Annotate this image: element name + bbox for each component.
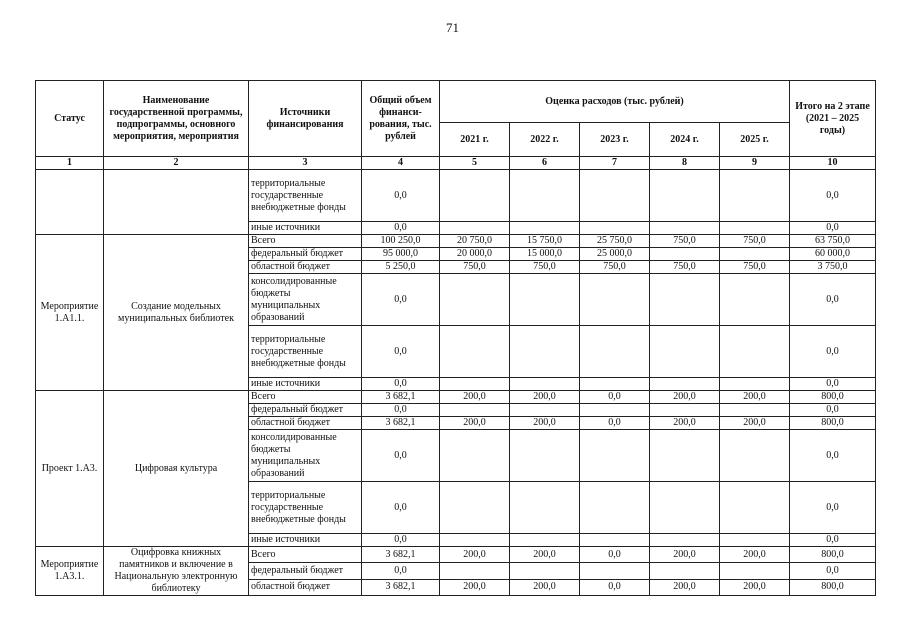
year-2023-cell bbox=[580, 404, 650, 417]
year-2024-cell bbox=[650, 534, 720, 547]
status-cell: Мероприятие 1.А1.1. bbox=[36, 235, 104, 391]
year-2022-cell bbox=[510, 326, 580, 378]
year-2025-cell bbox=[720, 170, 790, 222]
stage-total-cell: 0,0 bbox=[790, 430, 876, 482]
status-cell: Мероприятие 1.А3.1. bbox=[36, 547, 104, 596]
year-2022-cell bbox=[510, 563, 580, 579]
column-index: 2 bbox=[104, 157, 249, 170]
year-2023-cell bbox=[580, 430, 650, 482]
column-index: 3 bbox=[249, 157, 362, 170]
name-cell: Оцифровка книжных памятников и включение в Национальную электронную библиотеку bbox=[104, 547, 249, 596]
year-2023-cell bbox=[580, 482, 650, 534]
year-2023-cell bbox=[580, 222, 650, 235]
stage-total-cell: 0,0 bbox=[790, 563, 876, 579]
year-2022-cell: 750,0 bbox=[510, 261, 580, 274]
year-2022-cell bbox=[510, 534, 580, 547]
year-2021-cell bbox=[440, 404, 510, 417]
year-2022-cell bbox=[510, 404, 580, 417]
year-2025-cell: 200,0 bbox=[720, 417, 790, 430]
total-cell: 5 250,0 bbox=[362, 261, 440, 274]
total-cell: 0,0 bbox=[362, 534, 440, 547]
header-stage-total: Итого на 2 этапе (2021 – 2025 годы) bbox=[790, 81, 876, 157]
stage-total-cell: 0,0 bbox=[790, 482, 876, 534]
stage-total-cell: 63 750,0 bbox=[790, 235, 876, 248]
year-2024-cell bbox=[650, 326, 720, 378]
source-cell: федеральный бюджет bbox=[249, 563, 362, 579]
total-cell: 3 682,1 bbox=[362, 547, 440, 563]
total-cell: 100 250,0 bbox=[362, 235, 440, 248]
source-cell: территориальные государственные внебюджетные фонды bbox=[249, 170, 362, 222]
total-cell: 3 682,1 bbox=[362, 417, 440, 430]
column-index: 5 bbox=[440, 157, 510, 170]
year-2025-cell: 200,0 bbox=[720, 391, 790, 404]
stage-total-cell: 800,0 bbox=[790, 417, 876, 430]
year-2025-cell bbox=[720, 482, 790, 534]
year-2022-cell: 15 000,0 bbox=[510, 248, 580, 261]
header-year: 2023 г. bbox=[580, 123, 650, 157]
stage-total-cell: 800,0 bbox=[790, 391, 876, 404]
year-2023-cell: 0,0 bbox=[580, 417, 650, 430]
year-2023-cell bbox=[580, 170, 650, 222]
year-2024-cell bbox=[650, 222, 720, 235]
year-2025-cell: 200,0 bbox=[720, 547, 790, 563]
year-2024-cell: 750,0 bbox=[650, 261, 720, 274]
header-total: Общий объем финанси-рования, тыс. рублей bbox=[362, 81, 440, 157]
table-row bbox=[36, 547, 876, 563]
year-2021-cell bbox=[440, 482, 510, 534]
stage-total-cell: 0,0 bbox=[790, 326, 876, 378]
year-2024-cell bbox=[650, 170, 720, 222]
source-cell: территориальные государственные внебюджетные фонды bbox=[249, 326, 362, 378]
total-cell: 0,0 bbox=[362, 326, 440, 378]
total-cell: 0,0 bbox=[362, 378, 440, 391]
table-row bbox=[36, 170, 876, 222]
year-2022-cell: 15 750,0 bbox=[510, 235, 580, 248]
source-cell: областной бюджет bbox=[249, 417, 362, 430]
year-2024-cell bbox=[650, 563, 720, 579]
year-2024-cell: 200,0 bbox=[650, 391, 720, 404]
year-2021-cell bbox=[440, 222, 510, 235]
year-2021-cell: 200,0 bbox=[440, 391, 510, 404]
column-index: 6 bbox=[510, 157, 580, 170]
total-cell: 0,0 bbox=[362, 430, 440, 482]
column-index: 7 bbox=[580, 157, 650, 170]
source-cell: областной бюджет bbox=[249, 579, 362, 595]
year-2023-cell: 25 750,0 bbox=[580, 235, 650, 248]
year-2024-cell bbox=[650, 274, 720, 326]
total-cell: 0,0 bbox=[362, 404, 440, 417]
status-cell: Проект 1.А3. bbox=[36, 391, 104, 547]
stage-total-cell: 3 750,0 bbox=[790, 261, 876, 274]
year-2024-cell bbox=[650, 482, 720, 534]
column-index: 10 bbox=[790, 157, 876, 170]
stage-total-cell: 0,0 bbox=[790, 222, 876, 235]
year-2022-cell bbox=[510, 170, 580, 222]
total-cell: 0,0 bbox=[362, 274, 440, 326]
year-2021-cell: 750,0 bbox=[440, 261, 510, 274]
source-cell: иные источники bbox=[249, 378, 362, 391]
year-2023-cell: 750,0 bbox=[580, 261, 650, 274]
year-2022-cell bbox=[510, 378, 580, 391]
year-2024-cell: 200,0 bbox=[650, 417, 720, 430]
header-sources: Источники финансирования bbox=[249, 81, 362, 157]
year-2021-cell bbox=[440, 378, 510, 391]
year-2022-cell bbox=[510, 430, 580, 482]
header-year: 2021 г. bbox=[440, 123, 510, 157]
column-index: 1 bbox=[36, 157, 104, 170]
page-number: 71 bbox=[446, 20, 459, 35]
source-cell: областной бюджет bbox=[249, 261, 362, 274]
year-2023-cell bbox=[580, 563, 650, 579]
year-2024-cell bbox=[650, 430, 720, 482]
year-2023-cell: 25 000,0 bbox=[580, 248, 650, 261]
header-year: 2022 г. bbox=[510, 123, 580, 157]
year-2021-cell bbox=[440, 430, 510, 482]
source-cell: иные источники bbox=[249, 222, 362, 235]
stage-total-cell: 0,0 bbox=[790, 404, 876, 417]
year-2025-cell bbox=[720, 326, 790, 378]
name-cell bbox=[104, 170, 249, 235]
year-2021-cell bbox=[440, 326, 510, 378]
year-2025-cell bbox=[720, 248, 790, 261]
source-cell: консолидированные бюджеты муниципальных образований bbox=[249, 430, 362, 482]
year-2022-cell: 200,0 bbox=[510, 579, 580, 595]
source-cell: иные источники bbox=[249, 534, 362, 547]
year-2025-cell bbox=[720, 430, 790, 482]
year-2021-cell bbox=[440, 563, 510, 579]
header-name: Наименование государственной программы, подпрограммы, основного мероприятия, мероприятия bbox=[104, 81, 249, 157]
column-index: 8 bbox=[650, 157, 720, 170]
stage-total-cell: 0,0 bbox=[790, 534, 876, 547]
total-cell: 3 682,1 bbox=[362, 391, 440, 404]
header-year: 2025 г. bbox=[720, 123, 790, 157]
table-row bbox=[36, 235, 876, 248]
year-2025-cell bbox=[720, 404, 790, 417]
financing-table bbox=[35, 80, 876, 596]
status-cell bbox=[36, 170, 104, 235]
stage-total-cell: 800,0 bbox=[790, 547, 876, 563]
source-cell: Всего bbox=[249, 547, 362, 563]
stage-total-cell: 0,0 bbox=[790, 274, 876, 326]
year-2025-cell: 750,0 bbox=[720, 261, 790, 274]
source-cell: Всего bbox=[249, 235, 362, 248]
year-2023-cell: 0,0 bbox=[580, 391, 650, 404]
total-cell: 3 682,1 bbox=[362, 579, 440, 595]
total-cell: 95 000,0 bbox=[362, 248, 440, 261]
year-2024-cell: 750,0 bbox=[650, 235, 720, 248]
source-cell: Всего bbox=[249, 391, 362, 404]
year-2025-cell: 200,0 bbox=[720, 579, 790, 595]
year-2021-cell: 200,0 bbox=[440, 417, 510, 430]
year-2023-cell bbox=[580, 378, 650, 391]
year-2021-cell bbox=[440, 274, 510, 326]
column-index: 9 bbox=[720, 157, 790, 170]
total-cell: 0,0 bbox=[362, 170, 440, 222]
year-2024-cell: 200,0 bbox=[650, 547, 720, 563]
source-cell: федеральный бюджет bbox=[249, 248, 362, 261]
source-cell: консолидированные бюджеты муниципальных образований bbox=[249, 274, 362, 326]
year-2025-cell bbox=[720, 222, 790, 235]
year-2021-cell: 20 750,0 bbox=[440, 235, 510, 248]
source-cell: федеральный бюджет bbox=[249, 404, 362, 417]
year-2022-cell bbox=[510, 482, 580, 534]
year-2025-cell: 750,0 bbox=[720, 235, 790, 248]
year-2023-cell bbox=[580, 326, 650, 378]
table-body bbox=[36, 170, 876, 596]
header-estimate: Оценка расходов (тыс. рублей) bbox=[440, 81, 790, 123]
column-index-row bbox=[36, 157, 876, 170]
year-2024-cell bbox=[650, 404, 720, 417]
year-2023-cell: 0,0 bbox=[580, 547, 650, 563]
stage-total-cell: 0,0 bbox=[790, 378, 876, 391]
year-2021-cell bbox=[440, 534, 510, 547]
year-2025-cell bbox=[720, 378, 790, 391]
year-2024-cell: 200,0 bbox=[650, 579, 720, 595]
year-2025-cell bbox=[720, 563, 790, 579]
total-cell: 0,0 bbox=[362, 482, 440, 534]
name-cell: Цифровая культура bbox=[104, 391, 249, 547]
table-row bbox=[36, 391, 876, 404]
stage-total-cell: 0,0 bbox=[790, 170, 876, 222]
year-2021-cell: 200,0 bbox=[440, 547, 510, 563]
source-cell: территориальные государственные внебюджетные фонды bbox=[249, 482, 362, 534]
year-2024-cell bbox=[650, 378, 720, 391]
year-2022-cell bbox=[510, 222, 580, 235]
total-cell: 0,0 bbox=[362, 222, 440, 235]
year-2022-cell bbox=[510, 274, 580, 326]
year-2023-cell bbox=[580, 534, 650, 547]
stage-total-cell: 60 000,0 bbox=[790, 248, 876, 261]
total-cell: 0,0 bbox=[362, 563, 440, 579]
year-2023-cell: 0,0 bbox=[580, 579, 650, 595]
year-2025-cell bbox=[720, 534, 790, 547]
header-status: Статус bbox=[36, 81, 104, 157]
year-2021-cell: 20 000,0 bbox=[440, 248, 510, 261]
year-2022-cell: 200,0 bbox=[510, 417, 580, 430]
year-2022-cell: 200,0 bbox=[510, 391, 580, 404]
year-2021-cell bbox=[440, 170, 510, 222]
year-2023-cell bbox=[580, 274, 650, 326]
year-2024-cell bbox=[650, 248, 720, 261]
year-2022-cell: 200,0 bbox=[510, 547, 580, 563]
stage-total-cell: 800,0 bbox=[790, 579, 876, 595]
header-year: 2024 г. bbox=[650, 123, 720, 157]
year-2025-cell bbox=[720, 274, 790, 326]
year-2021-cell: 200,0 bbox=[440, 579, 510, 595]
column-index: 4 bbox=[362, 157, 440, 170]
name-cell: Создание модельных муниципальных библиотек bbox=[104, 235, 249, 391]
